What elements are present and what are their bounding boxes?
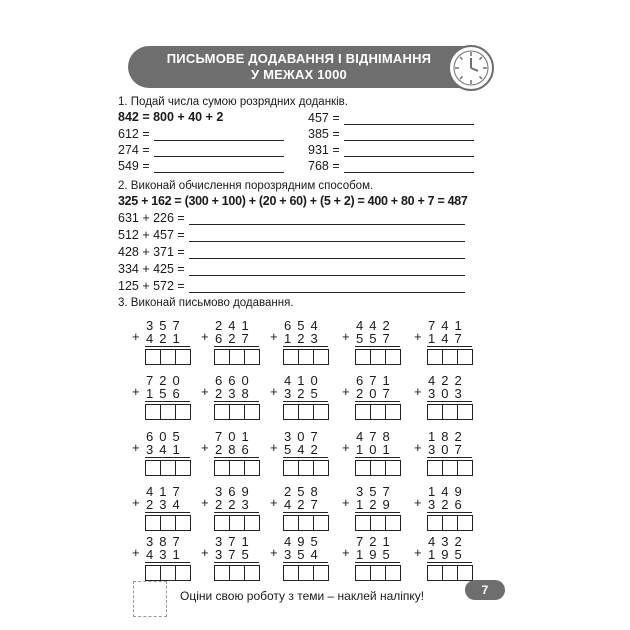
answer-box[interactable] [313,460,329,476]
answer-boxes [355,404,400,420]
addend-2: 123 [284,331,324,346]
answer-box[interactable] [298,515,314,531]
answer-boxes [214,460,259,476]
task-1-right-row [308,127,474,141]
answer-boxes [283,404,328,420]
addition-problem [342,484,398,534]
addend-2: 207 [356,386,396,401]
task-1-left-row [118,143,284,157]
addend-2: 427 [284,497,324,512]
answer-box[interactable] [160,349,176,365]
addition-problem [342,429,398,479]
addition-problem [132,534,188,584]
expression: 931 = [308,143,340,157]
addend-1: 149 [428,484,468,499]
title-line-1: ПИСЬМОВЕ ДОДАВАННЯ І ВІДНІМАННЯ [166,51,432,66]
addend-1: 701 [215,429,255,444]
expression: 512 + 457 = [118,228,185,242]
addend-1: 605 [146,429,186,444]
answer-boxes [145,460,190,476]
addend-2: 195 [356,547,396,562]
answer-boxes [214,565,259,581]
addend-1: 432 [428,534,468,549]
answer-box[interactable] [160,565,176,581]
answer-line[interactable] [154,162,284,173]
answer-box[interactable] [457,404,473,420]
answer-box[interactable] [385,565,401,581]
addition-problem [414,484,470,534]
answer-line[interactable] [344,130,474,141]
answer-line[interactable] [189,265,465,276]
addition-problem [201,484,257,534]
answer-box[interactable] [145,565,161,581]
sum-line [427,512,472,513]
answer-box[interactable] [160,460,176,476]
addend-2: 431 [146,547,186,562]
sum-line [214,457,259,458]
answer-box[interactable] [244,460,260,476]
addend-1: 660 [215,373,255,388]
sum-line [355,562,400,563]
answer-boxes [283,460,328,476]
answer-box[interactable] [175,515,191,531]
answer-box[interactable] [244,515,260,531]
answer-box[interactable] [283,349,299,365]
answer-boxes [145,404,190,420]
answer-box[interactable] [313,515,329,531]
sum-line [283,512,328,513]
plus-sign: + [132,329,140,344]
addend-1: 478 [356,429,396,444]
plus-sign: + [342,495,350,510]
plus-sign: + [414,440,422,455]
addend-1: 422 [428,373,468,388]
answer-boxes [355,515,400,531]
answer-boxes [427,349,472,365]
addend-2: 129 [356,497,396,512]
clock-icon [447,44,495,92]
answer-box[interactable] [214,565,230,581]
answer-box[interactable] [355,404,371,420]
answer-box[interactable] [442,565,458,581]
addend-2: 286 [215,442,255,457]
addend-1: 357 [146,318,186,333]
answer-box[interactable] [145,460,161,476]
plus-sign: + [342,329,350,344]
task-2-row [118,262,465,276]
addend-1: 495 [284,534,324,549]
plus-sign: + [342,545,350,560]
plus-sign: + [414,495,422,510]
answer-box[interactable] [313,565,329,581]
answer-box[interactable] [298,460,314,476]
sum-line [283,562,328,563]
sum-line [214,401,259,402]
title-banner [128,46,470,88]
addition-problem [201,429,257,479]
task-1-left-row [118,127,284,141]
answer-box[interactable] [298,565,314,581]
addend-1: 258 [284,484,324,499]
answer-box[interactable] [370,404,386,420]
answer-box[interactable] [283,515,299,531]
expression: 768 = [308,159,340,173]
answer-box[interactable] [427,460,443,476]
addition-problem [342,318,398,368]
plus-sign: + [414,545,422,560]
answer-box[interactable] [175,404,191,420]
plus-sign: + [270,545,278,560]
addition-problem [414,534,470,584]
addition-problem [414,373,470,423]
answer-boxes [427,565,472,581]
answer-line[interactable] [154,130,284,141]
addition-problem [270,534,326,584]
sum-line [355,457,400,458]
sum-line [214,346,259,347]
answer-line[interactable] [189,248,465,259]
addend-1: 721 [356,534,396,549]
addend-2: 341 [146,442,186,457]
answer-box[interactable] [355,565,371,581]
expression: 125 + 572 = [118,279,185,293]
addition-problem [201,373,257,423]
plus-sign: + [270,495,278,510]
addition-problem [270,429,326,479]
addend-2: 326 [428,497,468,512]
answer-box[interactable] [370,515,386,531]
answer-box[interactable] [229,404,245,420]
answer-box[interactable] [175,349,191,365]
plus-sign: + [270,384,278,399]
answer-box[interactable] [244,404,260,420]
addend-2: 195 [428,547,468,562]
sum-line [214,512,259,513]
addition-problem [201,318,257,368]
answer-box[interactable] [385,515,401,531]
answer-box[interactable] [385,404,401,420]
answer-boxes [214,404,259,420]
answer-line[interactable] [344,146,474,157]
answer-box[interactable] [175,565,191,581]
addend-2: 421 [146,331,186,346]
addend-2: 234 [146,497,186,512]
answer-box[interactable] [370,349,386,365]
answer-box[interactable] [442,515,458,531]
answer-box[interactable] [214,515,230,531]
answer-boxes [355,565,400,581]
answer-box[interactable] [283,404,299,420]
addend-1: 371 [215,534,255,549]
sum-line [145,457,190,458]
answer-boxes [145,349,190,365]
answer-boxes [283,349,328,365]
addend-1: 307 [284,429,324,444]
answer-box[interactable] [145,349,161,365]
expression: 274 = [118,143,150,157]
title-line-2: У МЕЖАХ 1000 [251,67,347,82]
plus-sign: + [132,545,140,560]
answer-boxes [427,515,472,531]
expression: 334 + 425 = [118,262,185,276]
addend-1: 369 [215,484,255,499]
answer-box[interactable] [313,349,329,365]
addition-problem [132,484,188,534]
page-number: 7 [465,580,505,600]
task-1-example: 842 = 800 + 40 + 2 [118,110,224,124]
addition-problem [342,534,398,584]
answer-box[interactable] [457,565,473,581]
sum-line [283,401,328,402]
addend-1: 671 [356,373,396,388]
addend-1: 410 [284,373,324,388]
addend-1: 417 [146,484,186,499]
plus-sign: + [270,329,278,344]
sum-line [427,562,472,563]
addend-2: 325 [284,386,324,401]
task-2-row [118,279,465,293]
answer-box[interactable] [229,460,245,476]
answer-box[interactable] [385,349,401,365]
addend-1: 182 [428,429,468,444]
task-1-left-row [118,159,284,173]
answer-box[interactable] [244,349,260,365]
task-1-right-row [308,143,474,157]
plus-sign: + [201,440,209,455]
addend-2: 542 [284,442,324,457]
task-1-right-row [308,159,474,173]
answer-boxes [214,515,259,531]
addition-problem [132,373,188,423]
plus-sign: + [132,495,140,510]
sum-line [427,401,472,402]
sum-line [427,457,472,458]
addition-problem [270,318,326,368]
sum-line [355,401,400,402]
answer-box[interactable] [355,460,371,476]
answer-box[interactable] [427,565,443,581]
plus-sign: + [342,384,350,399]
addition-problem [132,318,188,368]
answer-boxes [283,565,328,581]
addend-2: 557 [356,331,396,346]
answer-box[interactable] [442,460,458,476]
sum-line [427,346,472,347]
answer-boxes [145,565,190,581]
sum-line [145,401,190,402]
expression: 457 = [308,111,340,125]
addition-problem [270,484,326,534]
plus-sign: + [201,545,209,560]
addition-problem [414,318,470,368]
answer-line[interactable] [189,282,465,293]
sum-line [145,512,190,513]
sum-line [283,457,328,458]
plus-sign: + [132,440,140,455]
addition-problem [342,373,398,423]
sum-line [355,512,400,513]
answer-box[interactable] [244,565,260,581]
addition-problem [414,429,470,479]
answer-box[interactable] [355,349,371,365]
answer-box[interactable] [145,515,161,531]
answer-box[interactable] [229,565,245,581]
plus-sign: + [201,495,209,510]
task-3-title: 3. Виконай письмово додавання. [118,297,294,309]
addend-2: 101 [356,442,396,457]
answer-box[interactable] [175,460,191,476]
answer-line[interactable] [189,214,465,225]
addend-2: 307 [428,442,468,457]
task-2-title: 2. Виконай обчислення порозрядним способом. [118,180,374,192]
answer-boxes [283,515,328,531]
answer-box[interactable] [457,349,473,365]
addend-2: 156 [146,386,186,401]
answer-box[interactable] [214,404,230,420]
task-2-row [118,245,465,259]
plus-sign: + [342,440,350,455]
addend-1: 241 [215,318,255,333]
answer-box[interactable] [442,349,458,365]
answer-box[interactable] [427,404,443,420]
answer-box[interactable] [160,404,176,420]
plus-sign: + [414,384,422,399]
addend-1: 387 [146,534,186,549]
expression: 549 = [118,159,150,173]
addition-problem [132,429,188,479]
answer-line[interactable] [189,231,465,242]
answer-box[interactable] [313,404,329,420]
answer-box[interactable] [298,349,314,365]
answer-box[interactable] [229,515,245,531]
answer-box[interactable] [457,460,473,476]
plus-sign: + [270,440,278,455]
addend-2: 223 [215,497,255,512]
answer-boxes [355,349,400,365]
sum-line [355,346,400,347]
answer-box[interactable] [427,349,443,365]
answer-box[interactable] [370,565,386,581]
task-2-example: 325 + 162 = (300 + 100) + (20 + 60) + (5 + 2) = 400 + 80 + 7 = 487 [118,194,468,208]
answer-box[interactable] [145,404,161,420]
sticker-placeholder[interactable] [133,581,167,617]
expression: 385 = [308,127,340,141]
plus-sign: + [201,384,209,399]
answer-box[interactable] [370,460,386,476]
sum-line [145,346,190,347]
answer-box[interactable] [160,515,176,531]
sum-line [145,562,190,563]
sum-line [283,346,328,347]
addend-2: 375 [215,547,255,562]
plus-sign: + [132,384,140,399]
addend-2: 238 [215,386,255,401]
answer-box[interactable] [283,565,299,581]
addition-problem [201,534,257,584]
answer-box[interactable] [355,515,371,531]
addend-1: 442 [356,318,396,333]
task-2-row [118,211,465,225]
addition-problem [270,373,326,423]
answer-box[interactable] [229,349,245,365]
answer-box[interactable] [214,460,230,476]
task-2-row [118,228,465,242]
addend-2: 354 [284,547,324,562]
answer-box[interactable] [427,515,443,531]
plus-sign: + [201,329,209,344]
answer-line[interactable] [154,146,284,157]
answer-boxes [214,349,259,365]
answer-boxes [427,404,472,420]
answer-boxes [355,460,400,476]
expression: 612 = [118,127,150,141]
addend-1: 741 [428,318,468,333]
answer-box[interactable] [214,349,230,365]
addend-2: 147 [428,331,468,346]
task-1-right-row [308,111,474,125]
expression: 428 + 371 = [118,245,185,259]
task-1-title: 1. Подай числа сумою розрядних доданків. [118,96,348,108]
answer-box[interactable] [283,460,299,476]
answer-boxes [145,515,190,531]
plus-sign: + [414,329,422,344]
self-assessment-text: Оціни свою роботу з теми – наклей наліпку! [180,589,425,603]
sum-line [214,562,259,563]
answer-box[interactable] [385,460,401,476]
addend-1: 720 [146,373,186,388]
answer-line[interactable] [344,114,474,125]
addend-1: 654 [284,318,324,333]
addend-1: 357 [356,484,396,499]
expression: 631 + 226 = [118,211,185,225]
addend-2: 303 [428,386,468,401]
answer-line[interactable] [344,162,474,173]
answer-box[interactable] [442,404,458,420]
addend-2: 627 [215,331,255,346]
answer-boxes [427,460,472,476]
answer-box[interactable] [298,404,314,420]
answer-box[interactable] [457,515,473,531]
